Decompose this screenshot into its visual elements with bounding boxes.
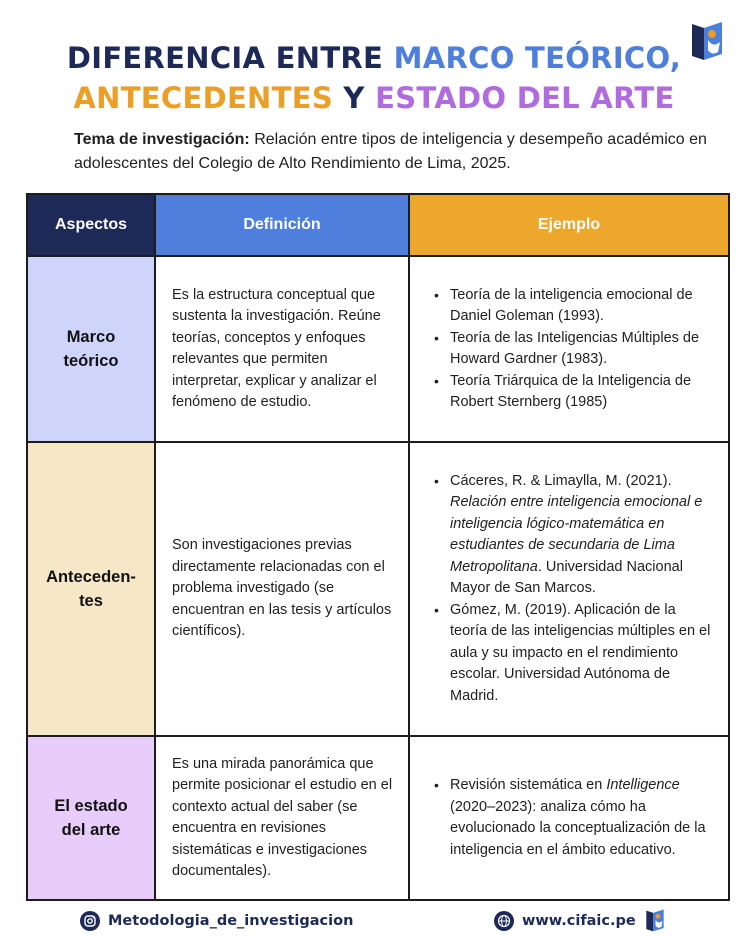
website-link[interactable]: www.cifaic.pe bbox=[522, 913, 636, 929]
title-part: ESTADO DEL ARTE bbox=[375, 81, 675, 115]
list-item: • Gómez, M. (2019). Aplicación de la teoría de las inteligencias múltiples en el aula y su impacto en el rendimiento escolar. Universidad Autónoma de Madrid. bbox=[434, 600, 714, 708]
definition-cell: Es la estructura conceptual que sustenta la investigación. Reúne teorías, conceptos y enfoques relevantes que permiten interpretar, explicar y analizar el fenómeno de estudio. bbox=[155, 256, 409, 442]
aspect-label: Marco bbox=[66, 328, 116, 346]
definition-cell: Es una mirada panorámica que permite posicionar el estudio en el contexto actual del saber (se encuentra en revisiones sistemáticas e investigaciones documentales). bbox=[155, 736, 409, 900]
list-item: • Teoría de las Inteligencias Múltiples de Howard Gardner (1983). bbox=[434, 328, 714, 371]
footer-website[interactable] bbox=[494, 908, 666, 934]
globe-icon bbox=[494, 911, 514, 931]
research-topic bbox=[74, 128, 714, 176]
header-ejemplo: Ejemplo bbox=[409, 194, 729, 256]
cifaic-logo-icon bbox=[644, 907, 666, 935]
list-item: • Teoría Triárquica de la Inteligencia de Robert Sternberg (1985) bbox=[434, 371, 714, 414]
instagram-handle[interactable]: Metodologia_de_investigacion bbox=[108, 913, 354, 929]
table-row bbox=[27, 256, 729, 442]
list-item bbox=[434, 775, 714, 861]
title-part: DIFERENCIA ENTRE bbox=[66, 41, 394, 75]
definition-cell: Son investigaciones previas directamente relacionadas con el problema investigado (se encuentran en las tesis y artículos científicos). bbox=[155, 442, 409, 736]
aspect-label: El estado bbox=[54, 797, 128, 815]
citation-authors: Cáceres, R. & Limaylla, M. (2021). bbox=[450, 472, 672, 489]
table-row bbox=[27, 442, 729, 736]
list-item: • Teoría de la inteligencia emocional de Daniel Goleman (1993). bbox=[434, 285, 714, 328]
aspect-cell bbox=[27, 442, 155, 736]
aspect-cell bbox=[27, 736, 155, 900]
page-title bbox=[0, 38, 748, 118]
footer-instagram[interactable] bbox=[80, 908, 353, 934]
title-part: MARCO TEÓRICO, bbox=[393, 41, 682, 75]
header-definicion: Definición bbox=[155, 194, 409, 256]
example-cell bbox=[409, 256, 729, 442]
aspect-label: teórico bbox=[63, 352, 119, 370]
table-row bbox=[27, 736, 729, 900]
example-cell bbox=[409, 736, 729, 900]
citation-title: Relación entre inteligencia emocional e inteligencia lógico-matemática en estudiantes de secundaria de Lima Metropolitana bbox=[450, 494, 703, 575]
comparison-table bbox=[26, 193, 730, 901]
example-text: Revisión sistemática en bbox=[450, 777, 607, 793]
list-item bbox=[434, 471, 714, 600]
aspect-label: tes bbox=[79, 592, 103, 610]
aspect-label: Anteceden- bbox=[46, 568, 136, 586]
aspect-cell bbox=[27, 256, 155, 442]
journal-name: Intelligence bbox=[606, 777, 680, 793]
header-aspectos: Aspectos bbox=[27, 194, 155, 256]
topic-label: Tema de investigación: bbox=[74, 131, 250, 148]
title-part: ANTECEDENTES bbox=[73, 81, 334, 115]
aspect-label: del arte bbox=[61, 821, 121, 839]
instagram-icon bbox=[80, 911, 100, 931]
citation-source: . Universidad Nacional Mayor de San Marcos. bbox=[450, 558, 683, 597]
topic-text: Relación entre tipos de inteligencia y desempeño académico en adolescentes del Colegio de Alto Rendimiento de Lima, 2025. bbox=[74, 131, 707, 172]
example-cell bbox=[409, 442, 729, 736]
example-text: (2020–2023): analiza cómo ha evolucionado la conceptualización de la inteligencia en el ámbito educativo. bbox=[450, 798, 706, 858]
title-part: Y bbox=[333, 81, 376, 115]
